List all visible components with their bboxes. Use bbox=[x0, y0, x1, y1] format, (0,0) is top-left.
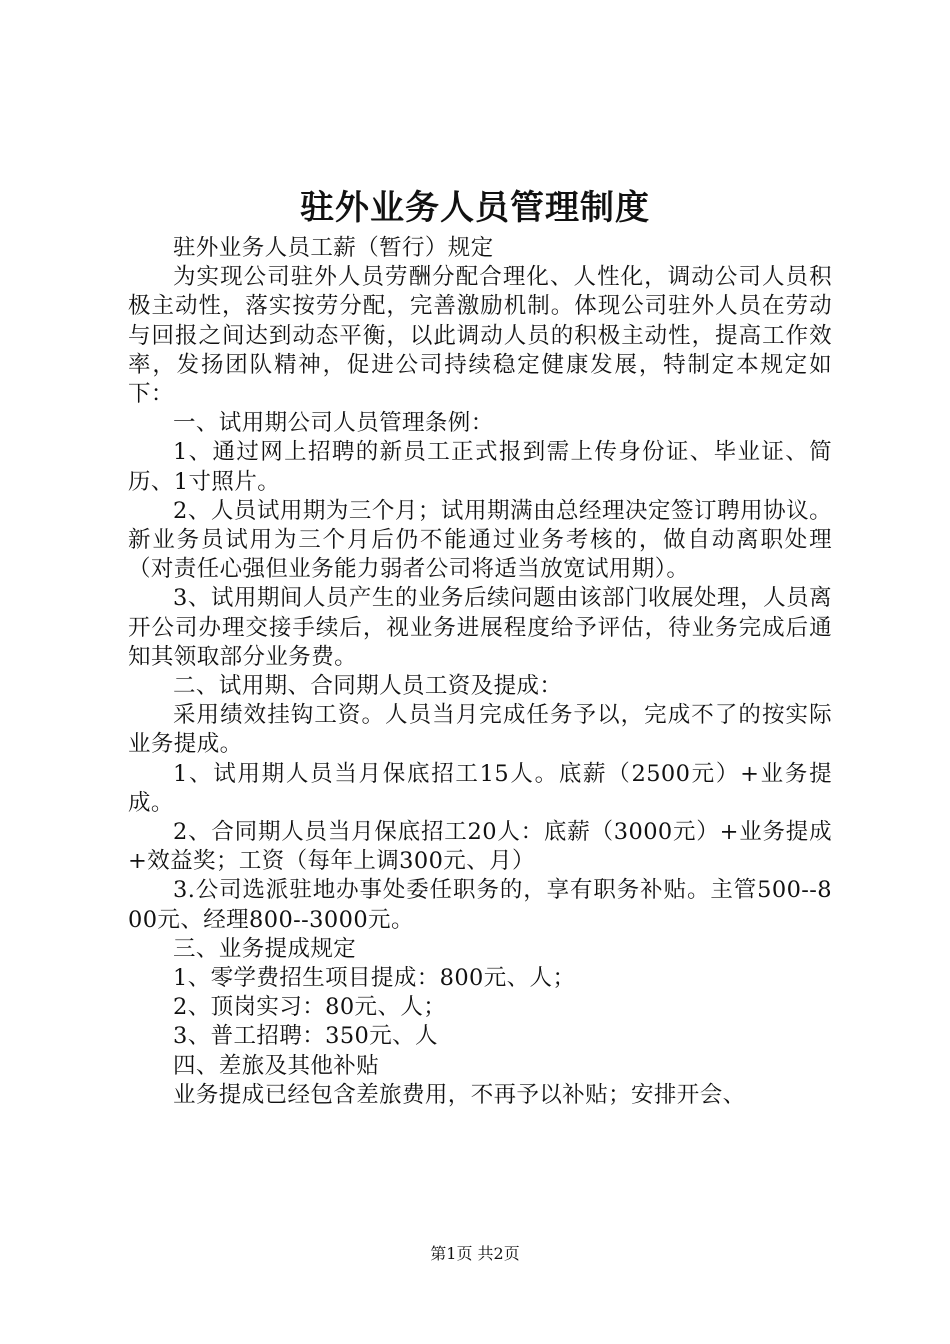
paragraph-item: 3、试用期间人员产生的业务后续问题由该部门收展处理，人员离开公司办理交接手续后，视业务进展程度给予评估，待业务完成后通知其领取部分业务费。 bbox=[128, 585, 832, 670]
paragraph-item: 1、试用期人员当月保底招工15人。底薪（2500元）+业务提成。 bbox=[128, 760, 832, 816]
paragraph-item: 1、零学费招生项目提成：800元、人； bbox=[173, 965, 576, 992]
document-body bbox=[128, 234, 832, 1110]
paragraph-item: 采用绩效挂钩工资。人员当月完成任务予以，完成不了的按实际业务提成。 bbox=[128, 702, 832, 758]
paragraph-subtitle: 驻外业务人员工薪（暂行）规定 bbox=[173, 235, 494, 261]
paragraph-item: 2、合同期人员当月保底招工20人：底薪（3000元）+业务提成+效益奖；工资（每年上调300元、月） bbox=[128, 819, 832, 875]
document-title: 驻外业务人员管理制度 bbox=[300, 188, 650, 228]
section-heading-4: 四、差旅及其他补贴 bbox=[173, 1052, 380, 1079]
section-heading-3: 三、业务提成规定 bbox=[173, 935, 357, 962]
paragraph-item: 2、顶岗实习：80元、人； bbox=[173, 994, 447, 1021]
paragraph-item: 3、普工招聘：350元、人 bbox=[173, 1023, 438, 1050]
paragraph-item: 2、人员试用期为三个月；试用期满由总经理决定签订聘用协议。新业务员试用为三个月后仍不能通过业务考核的，做自动离职处理（对责任心强但业务能力弱者公司将适当放宽试用期）。 bbox=[128, 497, 832, 583]
paragraph-intro: 为实现公司驻外人员劳酬分配合理化、人性化，调动公司人员积极主动性，落实按劳分配，完善激励机制。体现公司驻外人员在劳动与回报之间达到动态平衡，以此调动人员的积极主动性，提高工作效率，发扬团队精神，促进公司持续稳定健康发展，特制定本规定如下： bbox=[128, 264, 832, 408]
paragraph-item: 3.公司选派驻地办事处委任职务的，享有职务补贴。主管500--800元、经理800--3000元。 bbox=[128, 877, 832, 933]
paragraph-item: 业务提成已经包含差旅费用，不再予以补贴；安排开会、 bbox=[173, 1081, 746, 1108]
paragraph-item: 1、通过网上招聘的新员工正式报到需上传身份证、毕业证、简历、1寸照片。 bbox=[128, 439, 832, 495]
page-number-footer: 第1页 共2页 bbox=[430, 1244, 520, 1263]
section-heading-2: 二、试用期、合同期人员工资及提成： bbox=[173, 673, 563, 700]
section-heading-1: 一、试用期公司人员管理条例： bbox=[173, 410, 494, 437]
